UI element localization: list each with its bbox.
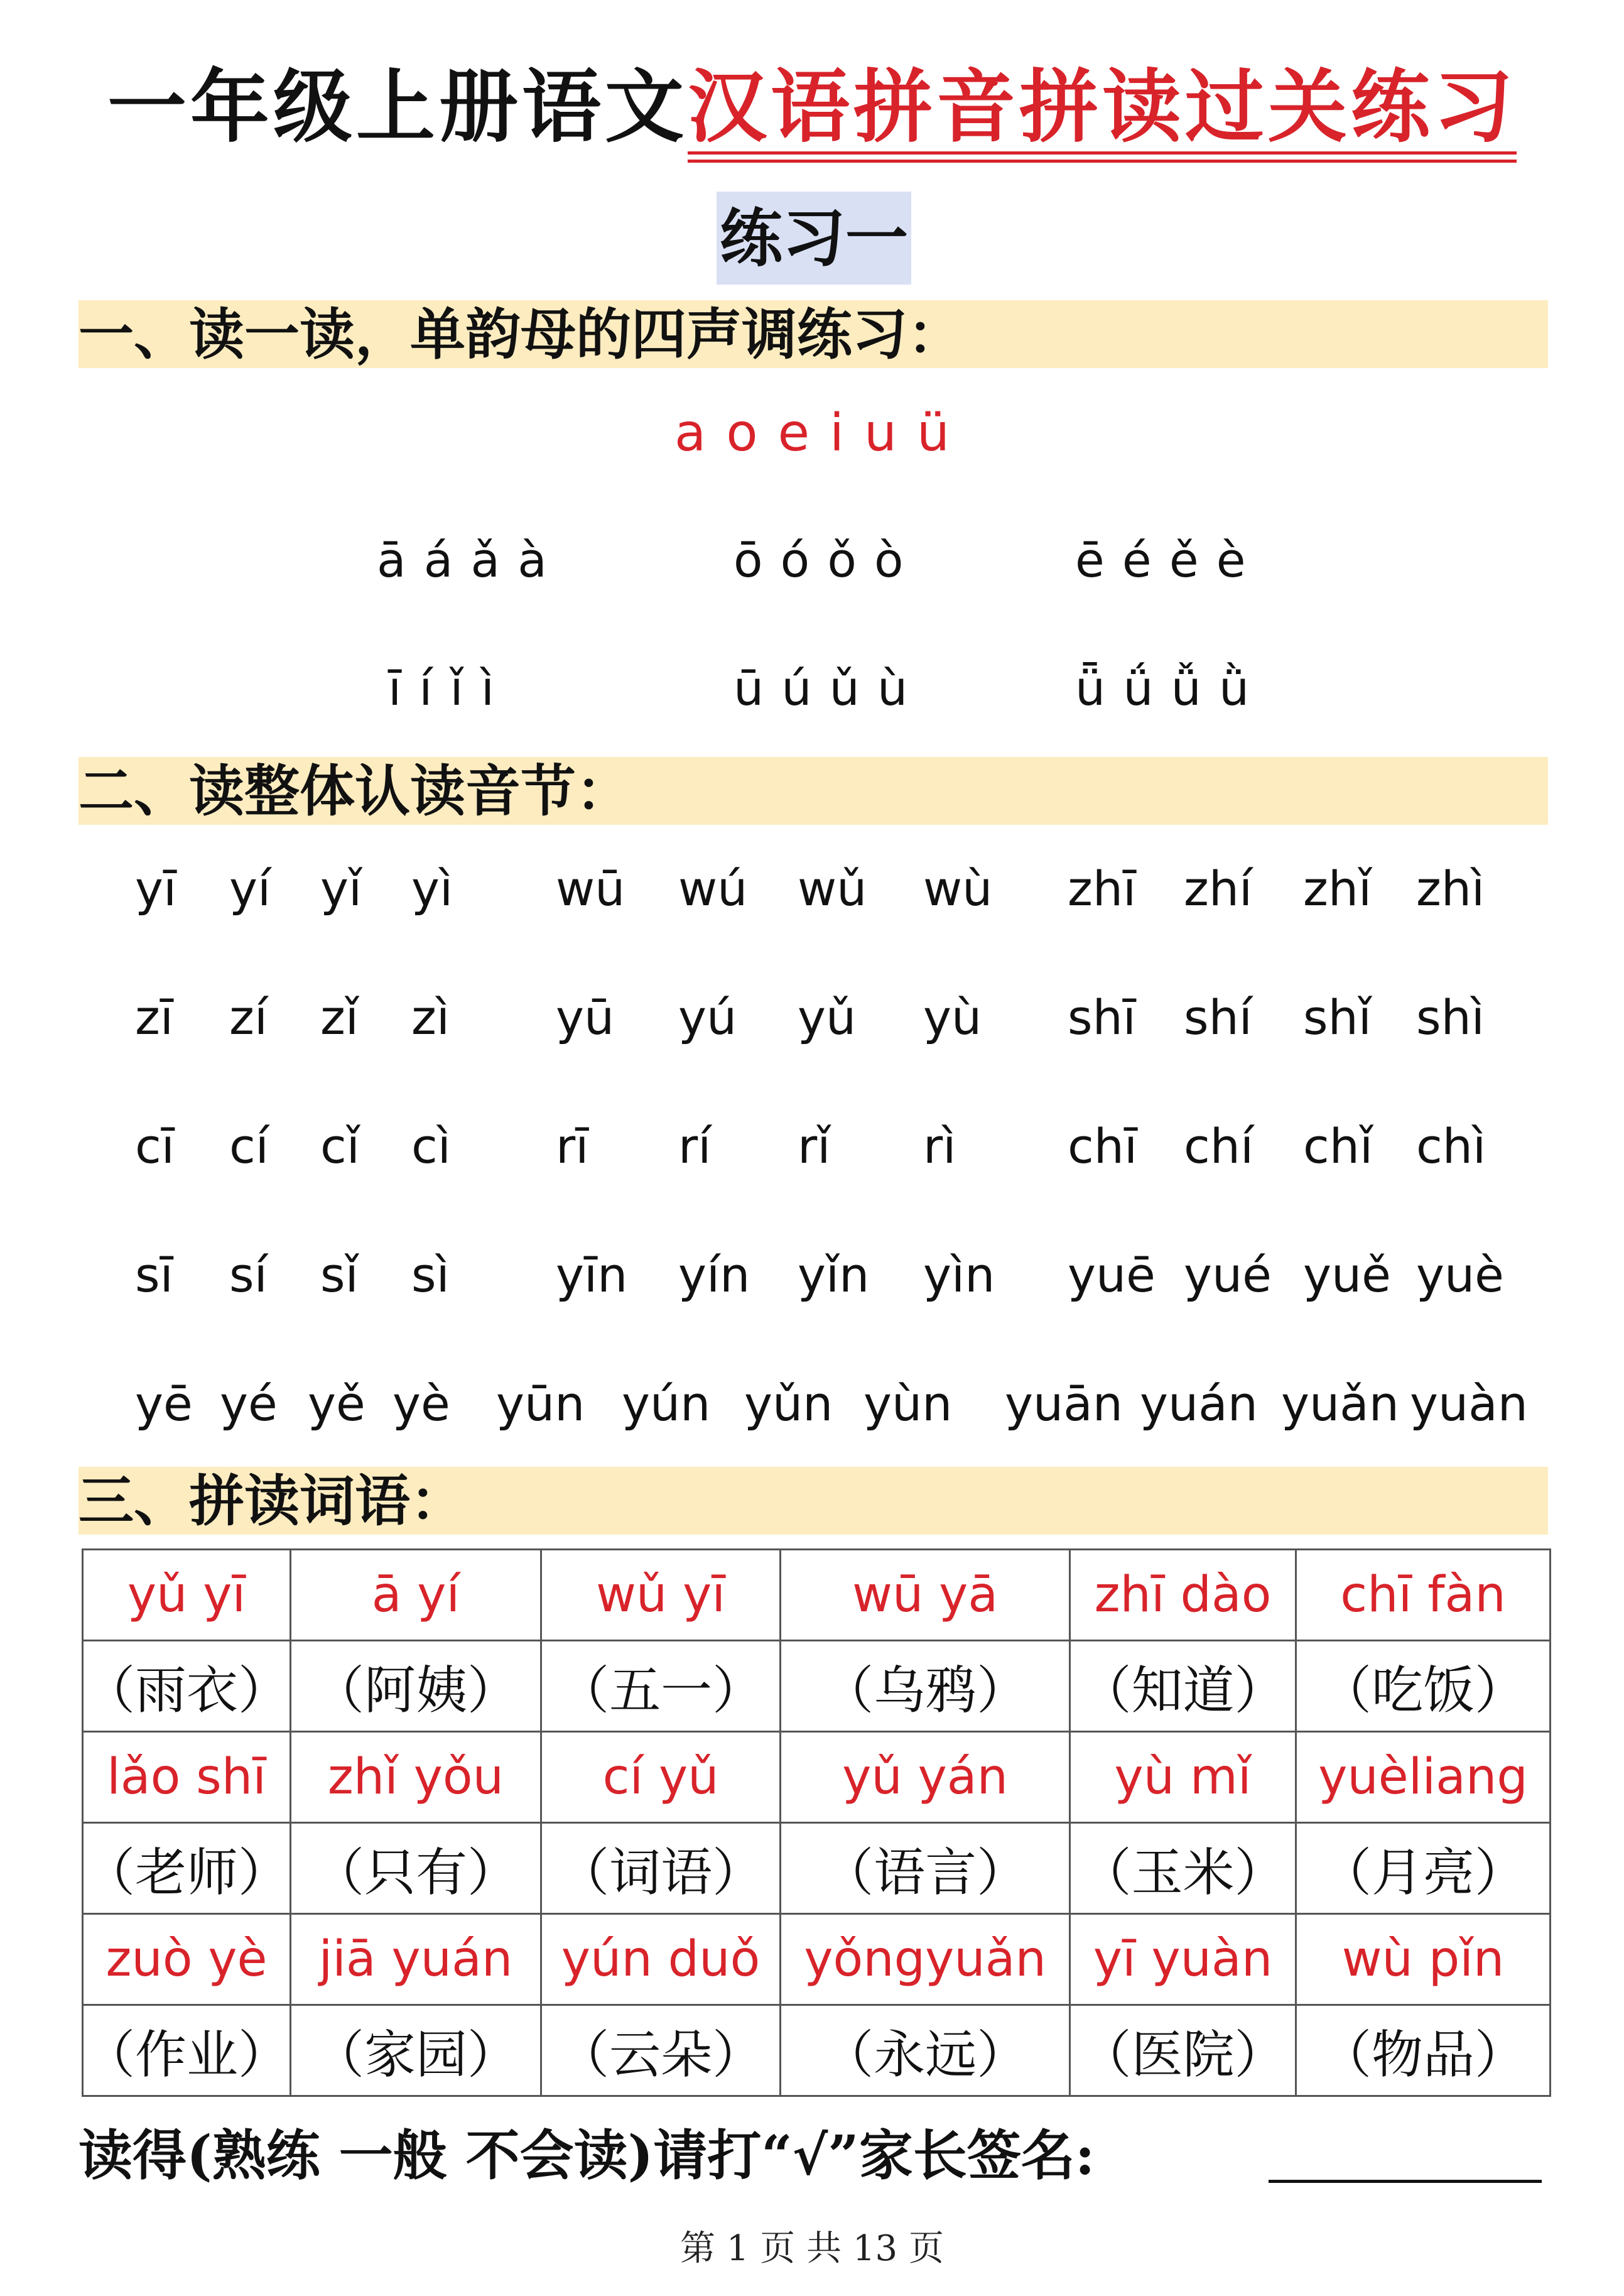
hanzi-row xyxy=(83,2005,1551,2096)
syllable: sì xyxy=(411,1247,450,1303)
syllable: yuān xyxy=(1005,1376,1123,1432)
syllable: shì xyxy=(1416,989,1485,1045)
syllable: yǐn xyxy=(798,1247,870,1303)
pinyin-cell: wū yā xyxy=(781,1550,1070,1641)
hanzi-cell: （医院） xyxy=(1070,2005,1296,2096)
page-title xyxy=(0,60,1624,154)
hanzi-cell: （老师） xyxy=(83,1823,291,1914)
pinyin-row xyxy=(83,1914,1551,2005)
words-table xyxy=(82,1548,1551,2097)
tone-group-i: ī í ǐ ì xyxy=(388,660,495,716)
syllable: yuàn xyxy=(1410,1376,1528,1432)
syllable: yē xyxy=(135,1376,193,1432)
hanzi-cell: （知道） xyxy=(1070,1641,1296,1732)
vowel-row: a o e i u ü xyxy=(674,403,950,463)
syllable: yì xyxy=(411,861,453,917)
syllable: yé xyxy=(220,1376,278,1432)
syllable: chǐ xyxy=(1303,1118,1373,1174)
syllable: yuě xyxy=(1303,1247,1391,1303)
hanzi-cell: （物品） xyxy=(1296,2005,1551,2096)
hanzi-cell: （家园） xyxy=(291,2005,541,2096)
pinyin-cell: ā yí xyxy=(291,1550,541,1641)
syllable: cí xyxy=(229,1118,269,1174)
exercise-subtitle: 练习一 xyxy=(717,192,911,285)
section3-heading: 三、拼读词语： xyxy=(78,1467,1548,1535)
syllable: chī xyxy=(1068,1118,1138,1174)
syllable: yū xyxy=(556,989,615,1045)
syllable: sī xyxy=(135,1247,173,1303)
hanzi-row xyxy=(83,1641,1551,1732)
syllable: cì xyxy=(411,1118,451,1174)
pinyin-cell: zhǐ yǒu xyxy=(291,1732,541,1823)
pinyin-row xyxy=(83,1550,1551,1641)
syllable: rì xyxy=(923,1118,956,1174)
syllable: rí xyxy=(678,1118,712,1174)
syllable: yuǎn xyxy=(1281,1376,1399,1432)
hanzi-cell: （语言） xyxy=(781,1823,1070,1914)
syllable: yǔ xyxy=(798,989,857,1045)
hanzi-cell: （词语） xyxy=(541,1823,780,1914)
syllable: zhí xyxy=(1184,861,1253,917)
pinyin-cell: cí yǔ xyxy=(541,1732,780,1823)
title-red: 汉语拼音拼读过关练习 xyxy=(688,60,1517,153)
syllable: chì xyxy=(1416,1118,1486,1174)
syllable: yuè xyxy=(1416,1247,1504,1303)
syllable: shī xyxy=(1068,989,1136,1045)
pinyin-cell: yún duǒ xyxy=(541,1914,780,2005)
hanzi-cell: （只有） xyxy=(291,1823,541,1914)
syllable: chí xyxy=(1184,1118,1254,1174)
tone-group-e: ē é ě è xyxy=(1075,532,1247,588)
hanzi-cell: （永远） xyxy=(781,2005,1070,2096)
signature-line[interactable] xyxy=(1269,2180,1542,2183)
hanzi-cell: （阿姨） xyxy=(291,1641,541,1732)
syllable: yún xyxy=(622,1376,711,1432)
syllable: yué xyxy=(1184,1247,1272,1303)
syllable: yè xyxy=(392,1376,450,1432)
syllable: zhì xyxy=(1416,861,1485,917)
syllable: yú xyxy=(678,989,737,1045)
syllable: wú xyxy=(678,861,748,917)
pinyin-cell: yuèliang xyxy=(1296,1732,1551,1823)
syllable: wū xyxy=(556,861,625,917)
tone-group-o: ō ó ǒ ò xyxy=(734,532,905,588)
pinyin-row xyxy=(83,1732,1551,1823)
syllable: yù xyxy=(923,989,982,1045)
pinyin-cell: yǔ yī xyxy=(83,1550,291,1641)
syllable: zì xyxy=(411,989,450,1045)
syllable: yùn xyxy=(863,1376,953,1432)
syllable: yìn xyxy=(923,1247,995,1303)
syllable: sǐ xyxy=(320,1247,359,1303)
syllable: yí xyxy=(229,861,271,917)
syllable: shǐ xyxy=(1303,989,1372,1045)
hanzi-cell: （雨衣） xyxy=(83,1641,291,1732)
pinyin-cell: chī fàn xyxy=(1296,1550,1551,1641)
pinyin-cell: yù mǐ xyxy=(1070,1732,1296,1823)
title-black: 一年级上册语文 xyxy=(107,60,688,153)
pinyin-cell: yī yuàn xyxy=(1070,1914,1296,2005)
syllable: yuán xyxy=(1140,1376,1258,1432)
hanzi-cell: （吃饭） xyxy=(1296,1641,1551,1732)
syllable: zǐ xyxy=(320,989,359,1045)
syllable: cǐ xyxy=(320,1118,360,1174)
syllable: zí xyxy=(229,989,268,1045)
hanzi-row xyxy=(83,1823,1551,1914)
tone-group-v: ǖ ǘ ǚ ǜ xyxy=(1075,660,1251,716)
syllable: yī xyxy=(135,861,177,917)
syllable: rī xyxy=(556,1118,589,1174)
pinyin-cell: zuò yè xyxy=(83,1914,291,2005)
tone-group-u: ū ú ǔ ù xyxy=(734,660,909,716)
syllable: yě xyxy=(308,1376,365,1432)
syllable: yǐ xyxy=(320,861,362,917)
hanzi-cell: （玉米） xyxy=(1070,1823,1296,1914)
page-number: 第 1 页 共 13 页 xyxy=(680,2228,944,2269)
hanzi-cell: （五一） xyxy=(541,1641,780,1732)
syllable: yuē xyxy=(1068,1247,1156,1303)
pinyin-cell: lǎo shī xyxy=(83,1732,291,1823)
syllable: yǔn xyxy=(744,1376,833,1432)
hanzi-cell: （作业） xyxy=(83,2005,291,2096)
syllable: shí xyxy=(1184,989,1252,1045)
syllable: wǔ xyxy=(798,861,867,917)
pinyin-cell: jiā yuán xyxy=(291,1914,541,2005)
syllable: zhī xyxy=(1068,861,1137,917)
pinyin-cell: yǒngyuǎn xyxy=(781,1914,1070,2005)
syllable: sí xyxy=(229,1247,268,1303)
tone-group-a: ā á ǎ à xyxy=(377,532,548,588)
parent-signature-instruction: 读得(熟练 一般 不会读)请打“√”家长签名: xyxy=(78,2124,1095,2187)
syllable: yīn xyxy=(556,1247,628,1303)
syllable: rǐ xyxy=(798,1118,831,1174)
syllable: yūn xyxy=(496,1376,585,1432)
hanzi-cell: （乌鸦） xyxy=(781,1641,1070,1732)
hanzi-cell: （月亮） xyxy=(1296,1823,1551,1914)
hanzi-cell: （云朵） xyxy=(541,2005,780,2096)
syllable: zī xyxy=(135,989,174,1045)
pinyin-cell: yǔ yán xyxy=(781,1732,1070,1823)
pinyin-cell: wù pǐn xyxy=(1296,1914,1551,2005)
syllable: cī xyxy=(135,1118,175,1174)
section2-heading: 二、读整体认读音节： xyxy=(78,757,1548,825)
syllable: yín xyxy=(678,1247,750,1303)
syllable: wù xyxy=(923,861,993,917)
syllable: zhǐ xyxy=(1303,861,1372,917)
section1-heading: 一、读一读，单韵母的四声调练习： xyxy=(78,300,1548,368)
pinyin-cell: wǔ yī xyxy=(541,1550,780,1641)
pinyin-cell: zhī dào xyxy=(1070,1550,1296,1641)
